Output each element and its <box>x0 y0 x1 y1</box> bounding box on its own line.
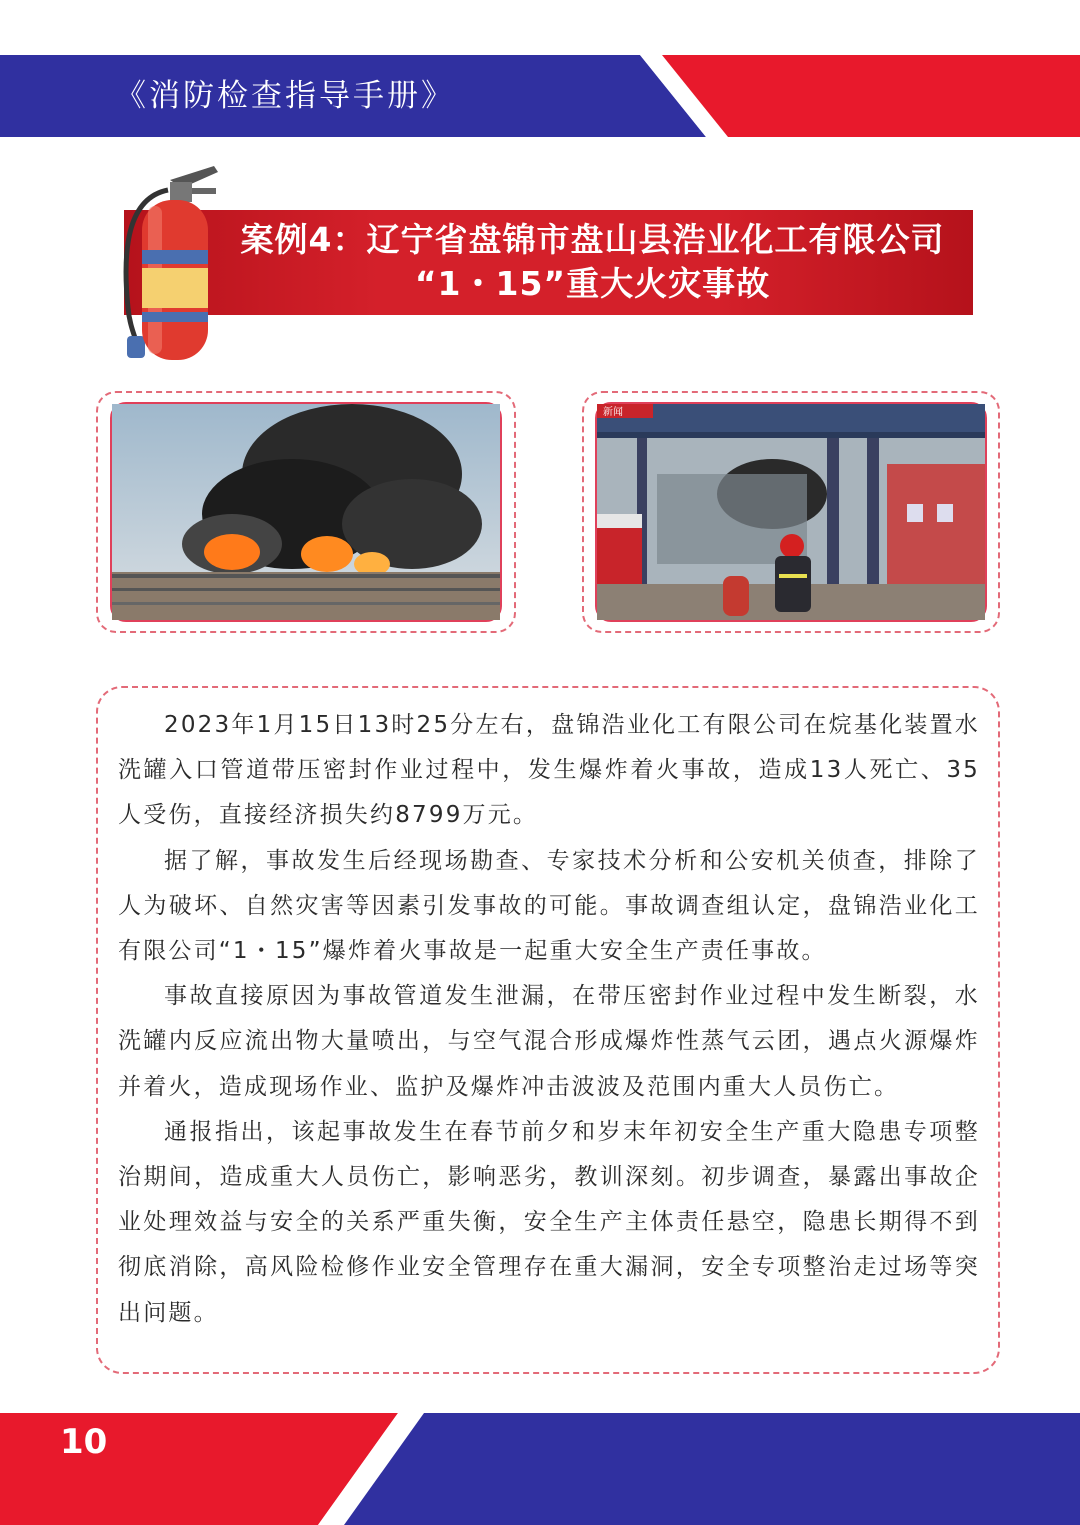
paragraph-3: 事故直接原因为事故管道发生泄漏，在带压密封作业过程中发生断裂，水洗罐内反应流出物大量喷出，与空气混合形成爆炸性蒸气云团，遇点火源爆炸并着火，造成现场作业、监护及爆炸冲击波波及范围内重大人员伤亡。 <box>118 983 980 1100</box>
page-number <box>60 1418 107 1440</box>
case-title-line2: “1・15”重大火灾事故 <box>414 264 771 303</box>
paragraph-2: 据了解，事故发生后经现场勘查、专家技术分析和公安机关侦查，排除了人为破坏、自然灾害等因素引发事故的可能。事故调查组认定，盘锦浩业化工有限公司“1・15”爆炸着火事故是一起重大安全生产责任事故。 <box>118 847 980 965</box>
paragraph-4: 通报指出，该起事故发生在春节前夕和岁末年初安全生产重大隐患专项整治期间，造成重大人员伤亡，影响恶劣，教训深刻。初步调查，暴露出事故企业处理效益与安全的关系严重失衡，安全生产主体责任悬空，隐患长期得不到彻底消除，高风险检修作业安全管理存在重大漏洞，安全专项整治走过场等突出问题。 <box>118 1118 980 1326</box>
firefighter-photo <box>597 404 985 620</box>
fire-smoke-photo <box>112 404 500 620</box>
news-badge-text: 新闻 <box>603 407 623 418</box>
photo-firefighter-plant <box>595 402 987 622</box>
handbook-title: 《消防检查指导手册》 <box>115 78 455 114</box>
case-title-line1: 案例4：辽宁省盘锦市盘山县浩业化工有限公司 <box>240 220 945 259</box>
photo-fire-smoke <box>110 402 502 622</box>
paragraph-1: 2023年1月15日13时25分左右，盘锦浩业化工有限公司在烷基化装置水洗罐入口管道带压密封作业过程中，发生爆炸着火事故，造成13人死亡、35人受伤，直接经济损失约8799万元。 <box>118 712 980 829</box>
bottom-banner <box>0 1413 1080 1525</box>
case-title <box>200 218 985 306</box>
article-body <box>118 703 980 1336</box>
